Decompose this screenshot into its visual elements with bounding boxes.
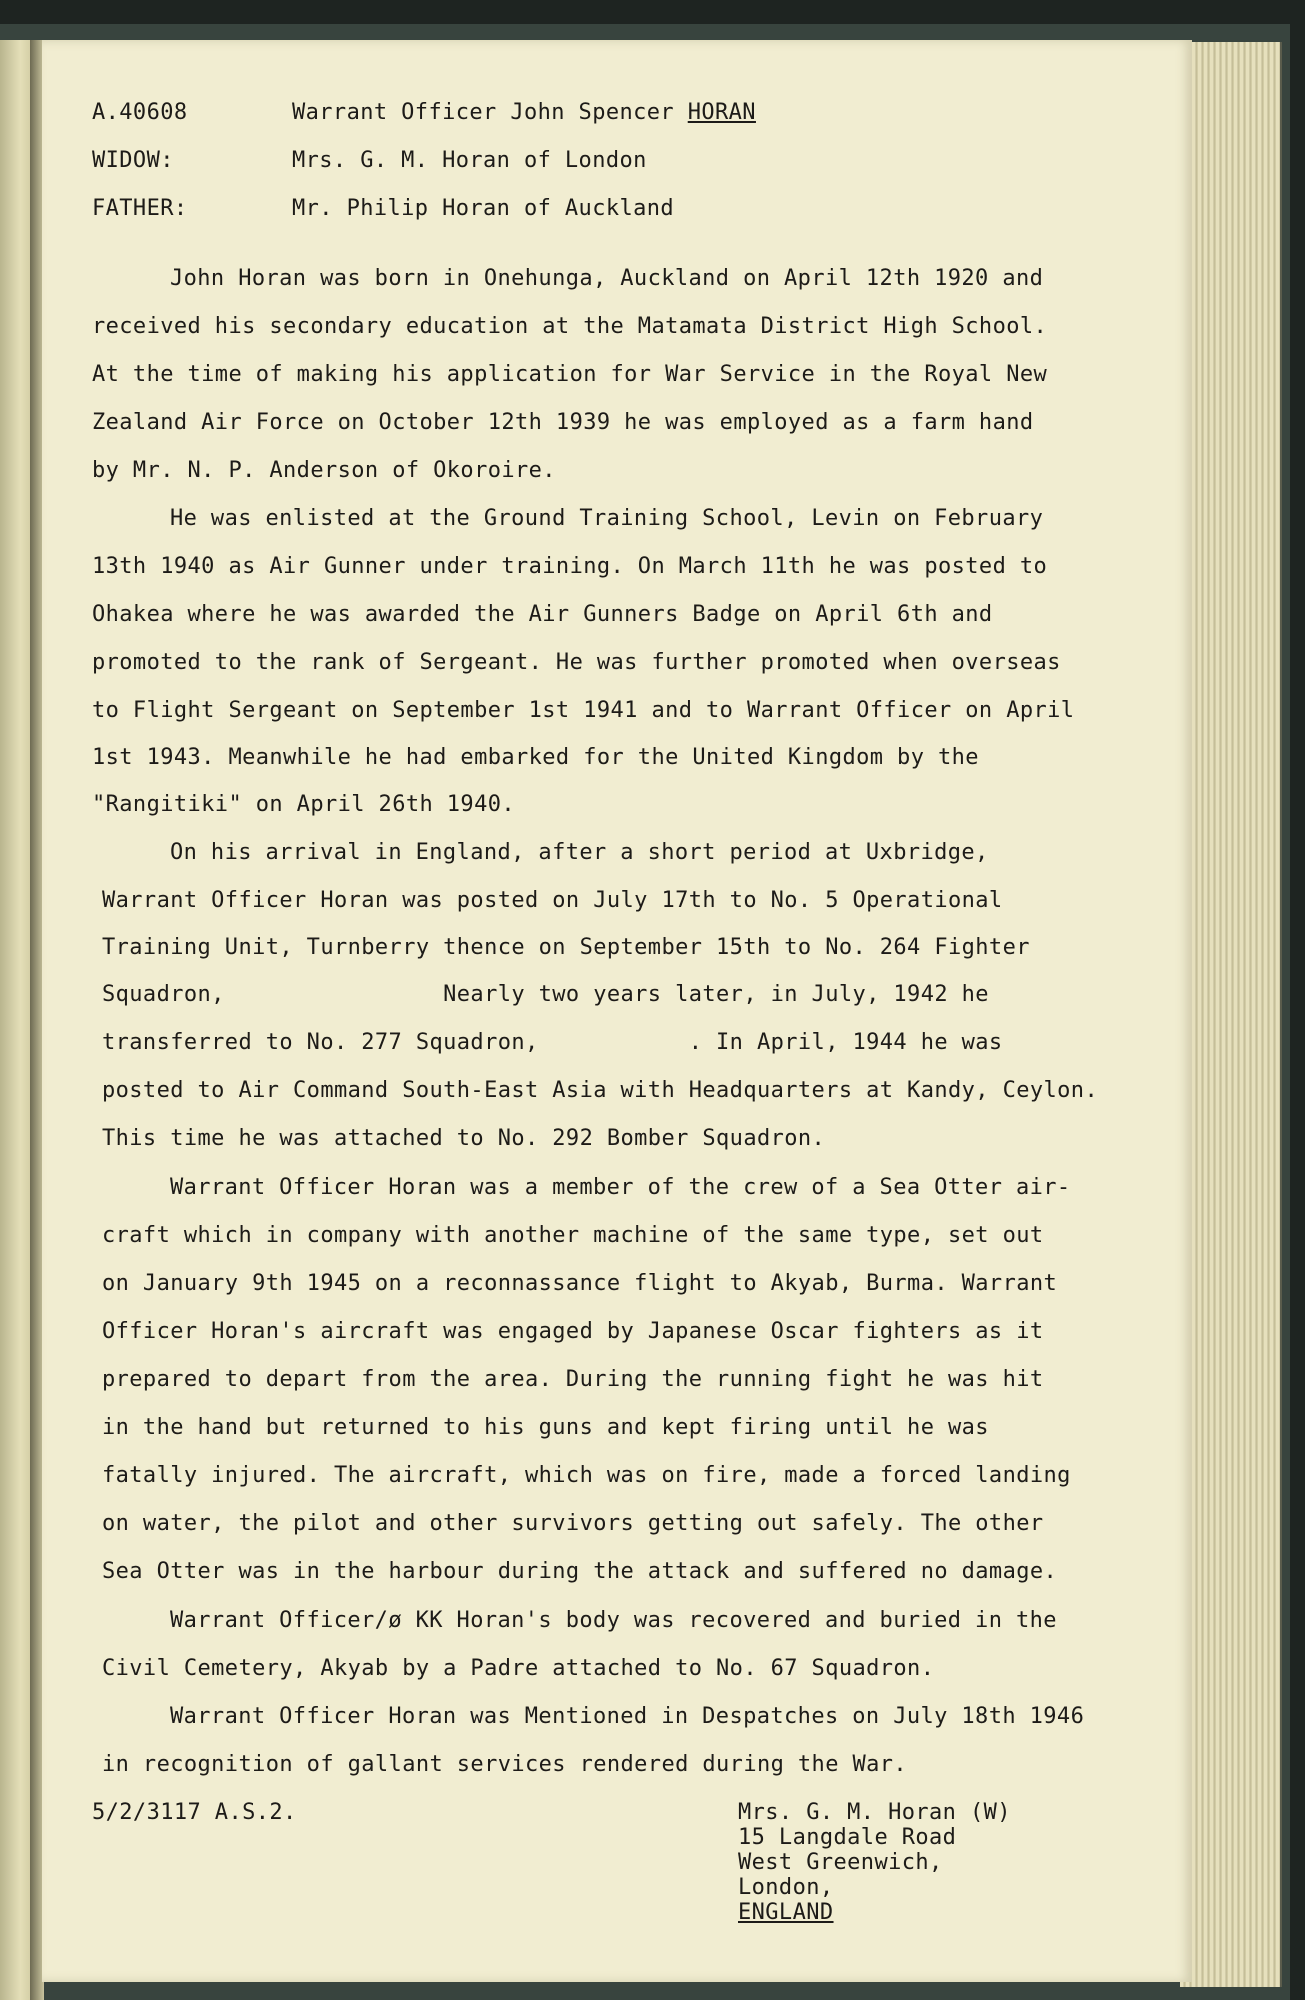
body-line: Warrant Officer Horan was posted on July 17th to No. 5 Operational bbox=[102, 888, 1003, 913]
facing-page-edge bbox=[0, 40, 34, 2000]
address-line: 15 Langdale Road bbox=[738, 1825, 957, 1850]
widow-value: Mrs. G. M. Horan of London bbox=[292, 148, 647, 173]
body-line: He was enlisted at the Ground Training School, Levin on February bbox=[170, 506, 1044, 531]
body-line: Zealand Air Force on October 12th 1939 he was employed as a farm hand bbox=[92, 410, 1034, 435]
address-country: ENGLAND bbox=[738, 1900, 834, 1925]
widow-label: WIDOW: bbox=[92, 148, 174, 173]
surname: HORAN bbox=[687, 100, 756, 125]
father-value: Mr. Philip Horan of Auckland bbox=[292, 196, 675, 221]
service-number: A.40608 bbox=[92, 100, 188, 125]
father-label: FATHER: bbox=[92, 196, 188, 221]
body-line: on water, the pilot and other survivors getting out safely. The other bbox=[102, 1511, 1044, 1536]
body-line: 13th 1940 as Air Gunner under training. On March 11th he was posted to bbox=[92, 554, 1048, 579]
body-line: transferred to No. 277 Squadron, . In April, 1944 he was bbox=[102, 1030, 1003, 1055]
body-line: Officer Horan's aircraft was engaged by Japanese Oscar fighters as it bbox=[102, 1319, 1044, 1344]
body-line: posted to Air Command South-East Asia with Headquarters at Kandy, Ceylon. bbox=[102, 1078, 1099, 1103]
address-line: London, bbox=[738, 1875, 834, 1900]
address-line: West Greenwich, bbox=[738, 1850, 943, 1875]
address-line: Mrs. G. M. Horan (W) bbox=[738, 1800, 1011, 1825]
body-line: 1st 1943. Meanwhile he had embarked for the United Kingdom by the bbox=[92, 745, 979, 770]
body-line: Warrant Officer Horan was a member of the crew of a Sea Otter air- bbox=[170, 1175, 1071, 1200]
body-line: received his secondary education at the Matamata District High School. bbox=[92, 314, 1048, 339]
body-line: prepared to depart from the area. During the running fight he was hit bbox=[102, 1367, 1044, 1392]
body-line: on January 9th 1945 on a reconnassance flight to Akyab, Burma. Warrant bbox=[102, 1271, 1058, 1296]
body-line: This time he was attached to No. 292 Bomber Squadron. bbox=[102, 1126, 826, 1151]
body-line: fatally injured. The aircraft, which was on fire, made a forced landing bbox=[102, 1463, 1071, 1488]
body-line: Civil Cemetery, Akyab by a Padre attached to No. 67 Squadron. bbox=[102, 1656, 935, 1681]
name-prefix: Warrant Officer John Spencer bbox=[292, 100, 688, 125]
body-line: Sea Otter was in the harbour during the attack and suffered no damage. bbox=[102, 1559, 1058, 1584]
body-line: in recognition of gallant services rendered during the War. bbox=[102, 1752, 908, 1777]
body-line: to Flight Sergeant on September 1st 1941 and to Warrant Officer on April bbox=[92, 698, 1075, 723]
body-line: On his arrival in England, after a short period at Uxbridge, bbox=[170, 840, 989, 865]
body-line: Warrant Officer Horan was Mentioned in Despatches on July 18th 1946 bbox=[170, 1704, 1085, 1729]
file-reference: 5/2/3117 A.S.2. bbox=[92, 1800, 297, 1825]
page-stack-edge bbox=[1180, 42, 1282, 1987]
body-line: John Horan was born in Onehunga, Auckland on April 12th 1920 and bbox=[170, 266, 1044, 291]
body-line: Ohakea where he was awarded the Air Gunners Badge on April 6th and bbox=[92, 602, 993, 627]
body-line: by Mr. N. P. Anderson of Okoroire. bbox=[92, 458, 556, 483]
body-line: At the time of making his application for War Service in the Royal New bbox=[92, 362, 1048, 387]
body-line: "Rangitiki" on April 26th 1940. bbox=[92, 792, 515, 817]
body-line: in the hand but returned to his guns and kept firing until he was bbox=[102, 1415, 989, 1440]
body-line: Warrant Officer/ø KK Horan's body was recovered and buried in the bbox=[170, 1608, 1057, 1633]
name-line bbox=[292, 100, 756, 125]
body-line: promoted to the rank of Sergeant. He was further promoted when overseas bbox=[92, 650, 1061, 675]
body-line: Training Unit, Turnberry thence on September 15th to No. 264 Fighter bbox=[102, 935, 1030, 960]
body-line: Squadron, Nearly two years later, in July, 1942 he bbox=[102, 982, 989, 1007]
body-line: craft which in company with another machine of the same type, set out bbox=[102, 1223, 1044, 1248]
